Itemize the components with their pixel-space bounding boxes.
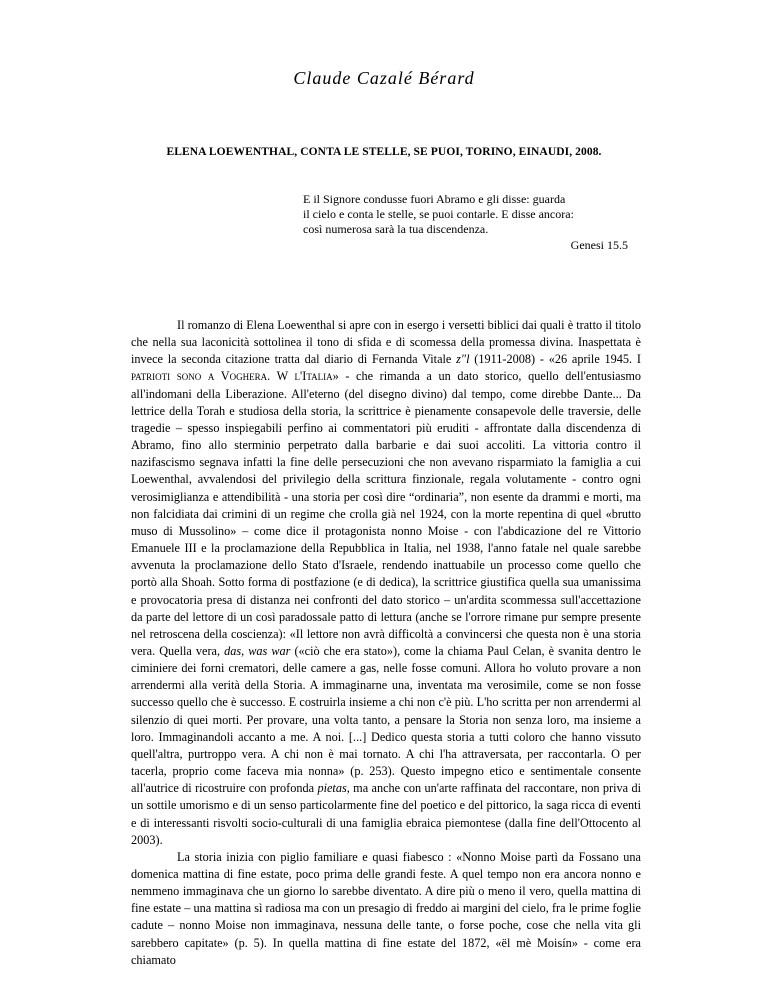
review-heading: ELENA LOEWENTHAL, CONTA LE STELLE, SE PUOI, TORINO, EINAUDI, 2008.: [166, 146, 602, 158]
text-run: («ciò che era stato»), come la chiama Paul Celan, è svanita dentro le ciminiere dei forni crematori, delle camere a gas, nelle fosse comuni. Allora ho voluto provare a non arrendermi alla verità della Storia. A immaginarne una, inventata ma verosimile, come se non fosse successo quello che è successo. E costruirla insieme a chi non c'è più. L'ho scritta per non arrendermi al silenzio di quei morti. Per provare, una volta tanto, a pensare la Storia non senza loro, ma insieme a loro. Immaginandoli accanto a me. A noi. [...] Dedico questa storia a tutti coloro che hanno vissuto quell'altra, purtroppo vera. A chi non è mai tornato. A chi l'ha attraversata, per raccontarla. O per tacerla, proprio come faceva mia nonna» (p. 253). Questo impegno etico e sentimentale consente all'autrice di ricostruire con profonda: [131, 643, 641, 796]
epigraph-line: il cielo e conta le stelle, se puoi contarle. E disse ancora:: [303, 207, 574, 221]
text-run-italic: das, was war: [224, 643, 291, 658]
paragraph: La storia inizia con piglio familiare e quasi fiabesco : «Nonno Moise partì da Fossano una domenica mattina di fine estate, poco prima delle grandi feste. A quel tempo non era ancora nonno e nemmeno immaginava che un giorno lo sarebbe diventato. A dire più o meno il vero, quella mattina di fine estate – una mattina sì radiosa ma con un presagio di freddo ai margini del cielo, fra le prime foglie cadute – nonno Moise non immaginava, nessuna delle tante, o forse poche, cose che nella vita gli sarebbero capitate» (p. 5). In quella mattina di fine estate del 1872, «ël mè Moisín» - come era chiamato: [131, 849, 641, 967]
epigraph-line: così numerosa sarà la tua discendenza.: [303, 222, 489, 236]
text-run: » - che rimanda a un dato storico, quello dell'entusiasmo all'indomani della Liberazione. All'eterno (del disegno divino) dal tempo, come direbbe Dante... Da lettrice della Torah e studiosa della storia, la scrittrice è pienamente consapevole delle traversie, delle tragedie – spesso inspiegabili perfino ai commentatori più eruditi - affrontate dalla discendenza di Abramo, fino allo sterminio perpetrato dalla barbarie e dai suoi accoliti. La vittoria contro il nazifascismo segnava infatti la fine delle persecuzioni che non avevano risparmiato la famiglia a cui Loewenthal, avvalendosi del privilegio della scrittura finzionale, regala volutamente - contro ogni verosimiglianza e attendibilità - una storia per così dire “ordinaria”, non esente da drammi e morti, ma non falcidiata dai crimini di un regime che crolla già nel 1924, con la morte repentina di quel «brutto muso di Mussolino» – come dice il protagonista nonno Moise - con l'abdicazione del re Vittorio Emanuele III e la proclamazione della Repubblica in Italia, nel 1938, l'anno fatale nel quale sarebbe avvenuta la proclamazione dello Stato d'Israele, rendendo inattuabile un processo come quello che portò alla Shoah. Sotto forma di postfazione (e di dedica), la scrittrice giustifica quella sua umanissima e provocatoria presa di distanza nei confronti del dato storico – un'ardita scommessa sull'accettazione da parte del lettore di un così paradossale patto di lettura (anche se l'orrore rimane pur sempre presente nel retroscena della coscienza): «Il lettore non avrà difficoltà a convincersi che questa non è una storia vera. Quella vera,: [131, 369, 641, 658]
text-run: (1911-2008) - «26 aprile 1945.: [469, 352, 637, 367]
text-run: , ma anche con un'arte raffinata del raccontare, non priva di un sottile umorismo e di un senso particolarmente fine del poetico e del pittorico, la saga ricca di eventi e di interessanti risvolti socio-culturali di una famiglia ebraica piemontese (dalla fine dell'Ottocento al 2003).: [131, 781, 641, 847]
epigraph-source: Genesi 15.5: [570, 238, 628, 252]
text-run: Il romanzo di Elena Loewenthal si apre con in esergo i versetti biblici dai quali è tratto il titolo che nella sua laconicità sottolinea il tono di sfida e di scomessa della promessa divina. Inaspettata è invece la seconda citazione tratta dal diario di Fernanda Vitale: [131, 318, 641, 367]
epigraph: [303, 192, 633, 253]
text-run-italic: z"l: [456, 352, 470, 367]
paragraph: [131, 317, 641, 849]
text-run-italic: pietas: [317, 781, 347, 796]
epigraph-line: E il Signore condusse fuori Abramo e gli disse: guarda: [303, 192, 566, 206]
author-name: Claude Cazalé Bérard: [293, 68, 475, 88]
text-run-smallcaps: I patrioti sono a Voghera. W l'Italia: [131, 352, 641, 384]
body-text: [131, 317, 641, 969]
